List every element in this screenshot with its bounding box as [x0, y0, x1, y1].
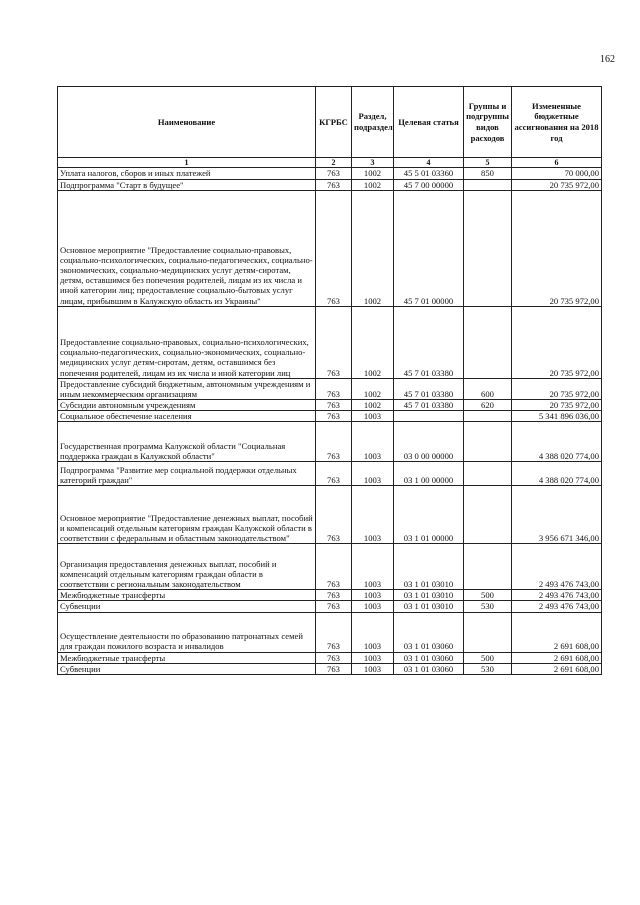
row-kgrbs: 763: [316, 378, 352, 399]
table-row: [58, 422, 602, 462]
table-row: [58, 544, 602, 590]
row-name: Подпрограмма "Старт в будущее": [58, 179, 316, 190]
row-group: 530: [464, 601, 512, 612]
row-kgrbs: 763: [316, 190, 352, 306]
column-number: 3: [352, 158, 394, 168]
table-row: [58, 486, 602, 544]
row-group: 850: [464, 168, 512, 179]
row-group: [464, 612, 512, 652]
row-name: Осуществление деятельности по образованию патронатных семей для граждан пожилого возраста и инвалидов: [58, 612, 316, 652]
table-header-row: [58, 87, 602, 158]
table-row: [58, 601, 602, 612]
row-section: 1003: [352, 462, 394, 486]
row-group: [464, 411, 512, 422]
column-number: 4: [394, 158, 464, 168]
column-number: 1: [58, 158, 316, 168]
row-kgrbs: 763: [316, 590, 352, 601]
row-group: [464, 486, 512, 544]
row-name: Организация предоставления денежных выплат, пособий и компенсаций отдельным категориям граждан области в соответствии с региональным законодательством: [58, 544, 316, 590]
table-row: [58, 663, 602, 674]
row-name: Предоставление социально-правовых, социально-психологических, социально-педагогических, социально-экономических, социально-медицинских услуг детям-сиротам, детям, оставшимся без попечения родителей, лицам из их числа и иной категории лиц: [58, 306, 316, 378]
row-section: 1003: [352, 601, 394, 612]
row-article: 03 1 01 03060: [394, 663, 464, 674]
row-article: 03 1 01 03010: [394, 590, 464, 601]
row-amount: 5 341 896 036,00: [512, 411, 602, 422]
row-article: 03 1 01 00000: [394, 486, 464, 544]
column-number-row: [58, 158, 602, 168]
row-section: 1002: [352, 400, 394, 411]
row-section: 1003: [352, 612, 394, 652]
row-group: 620: [464, 400, 512, 411]
row-article: 03 1 01 03060: [394, 612, 464, 652]
row-group: [464, 306, 512, 378]
row-name: Межбюджетные трансферты: [58, 590, 316, 601]
row-section: 1002: [352, 378, 394, 399]
row-article: [394, 411, 464, 422]
row-kgrbs: 763: [316, 306, 352, 378]
table-row: [58, 590, 602, 601]
row-amount: 70 000,00: [512, 168, 602, 179]
row-name: Социальное обеспечение населения: [58, 411, 316, 422]
row-group: [464, 190, 512, 306]
column-number: 6: [512, 158, 602, 168]
row-kgrbs: 763: [316, 411, 352, 422]
row-name: Государственная программа Калужской области "Социальная поддержка граждан в Калужской области": [58, 422, 316, 462]
row-article: 03 1 01 03010: [394, 544, 464, 590]
row-name: Предоставление субсидий бюджетным, автономным учреждениям и иным некоммерческим организациям: [58, 378, 316, 399]
table-row: [58, 411, 602, 422]
row-group: 500: [464, 590, 512, 601]
row-article: 45 5 01 03360: [394, 168, 464, 179]
row-section: 1002: [352, 306, 394, 378]
row-section: 1003: [352, 652, 394, 663]
row-section: 1002: [352, 168, 394, 179]
row-name: Межбюджетные трансферты: [58, 652, 316, 663]
row-section: 1003: [352, 422, 394, 462]
table-row: [58, 168, 602, 179]
row-group: 600: [464, 378, 512, 399]
table-row: [58, 378, 602, 399]
row-article: 45 7 01 03380: [394, 378, 464, 399]
row-article: 03 1 01 03060: [394, 652, 464, 663]
row-name: Основное мероприятие "Предоставление денежных выплат, пособий и компенсаций отдельным категориям граждан Калужской области в соответствии с федеральным и областным законодательством": [58, 486, 316, 544]
row-group: [464, 179, 512, 190]
row-amount: 20 735 972,00: [512, 378, 602, 399]
row-name: Основное мероприятие "Предоставление социально-правовых, социально-психологических, социально-педагогических, социально-экономических, социально-медицинских услуг детям-сиротам, детям, оставшимся без попечения родителей, лицам из их числа и иной категории лиц; предоставление социально-бытовых услуг лицам, прибывшим в Калужскую область из Украины": [58, 190, 316, 306]
header-group: Группы и подгруппы видов расходов: [464, 87, 512, 158]
row-kgrbs: 763: [316, 179, 352, 190]
page-number: 162: [600, 54, 615, 65]
row-section: 1002: [352, 179, 394, 190]
row-article: 45 7 01 03380: [394, 306, 464, 378]
row-section: 1003: [352, 544, 394, 590]
row-section: 1002: [352, 190, 394, 306]
row-amount: 4 388 020 774,00: [512, 462, 602, 486]
column-number: 2: [316, 158, 352, 168]
column-number: 5: [464, 158, 512, 168]
row-amount: 2 493 476 743,00: [512, 590, 602, 601]
row-article: 45 7 00 00000: [394, 179, 464, 190]
row-amount: 20 735 972,00: [512, 190, 602, 306]
row-group: 500: [464, 652, 512, 663]
row-name: Субсидии автономным учреждениям: [58, 400, 316, 411]
row-amount: 2 493 476 743,00: [512, 601, 602, 612]
row-section: 1003: [352, 590, 394, 601]
row-amount: 20 735 972,00: [512, 306, 602, 378]
row-section: 1003: [352, 663, 394, 674]
row-kgrbs: 763: [316, 400, 352, 411]
table-row: [58, 306, 602, 378]
row-article: 03 1 00 00000: [394, 462, 464, 486]
row-section: 1003: [352, 411, 394, 422]
header-name: Наименование: [58, 87, 316, 158]
header-article: Целевая статья: [394, 87, 464, 158]
row-amount: 3 956 671 346,00: [512, 486, 602, 544]
header-amount: Измененные бюджетные ассигнования на 2018 год: [512, 87, 602, 158]
row-name: Подпрограмма "Развитие мер социальной поддержки отдельных категорий граждан": [58, 462, 316, 486]
row-amount: 2 493 476 743,00: [512, 544, 602, 590]
table-row: [58, 190, 602, 306]
table-row: [58, 179, 602, 190]
budget-table: [57, 86, 602, 675]
row-amount: 2 691 608,00: [512, 652, 602, 663]
header-kgrbs: КГРБС: [316, 87, 352, 158]
row-kgrbs: 763: [316, 486, 352, 544]
header-section: Раздел, подраздел: [352, 87, 394, 158]
row-kgrbs: 763: [316, 612, 352, 652]
row-kgrbs: 763: [316, 663, 352, 674]
row-group: 530: [464, 663, 512, 674]
table-row: [58, 652, 602, 663]
row-kgrbs: 763: [316, 462, 352, 486]
row-article: 03 1 01 03010: [394, 601, 464, 612]
row-amount: 2 691 608,00: [512, 612, 602, 652]
row-name: Субвенции: [58, 663, 316, 674]
row-group: [464, 462, 512, 486]
table-row: [58, 462, 602, 486]
row-kgrbs: 763: [316, 422, 352, 462]
row-amount: 4 388 020 774,00: [512, 422, 602, 462]
row-article: 03 0 00 00000: [394, 422, 464, 462]
table-body: [58, 168, 602, 674]
row-section: 1003: [352, 486, 394, 544]
row-kgrbs: 763: [316, 652, 352, 663]
row-kgrbs: 763: [316, 168, 352, 179]
row-group: [464, 422, 512, 462]
row-amount: 20 735 972,00: [512, 400, 602, 411]
row-kgrbs: 763: [316, 544, 352, 590]
row-article: 45 7 01 03380: [394, 400, 464, 411]
row-name: Уплата налогов, сборов и иных платежей: [58, 168, 316, 179]
table-row: [58, 612, 602, 652]
row-name: Субвенции: [58, 601, 316, 612]
row-group: [464, 544, 512, 590]
row-kgrbs: 763: [316, 601, 352, 612]
row-article: 45 7 01 00000: [394, 190, 464, 306]
row-amount: 2 691 608,00: [512, 663, 602, 674]
row-amount: 20 735 972,00: [512, 179, 602, 190]
table-row: [58, 400, 602, 411]
